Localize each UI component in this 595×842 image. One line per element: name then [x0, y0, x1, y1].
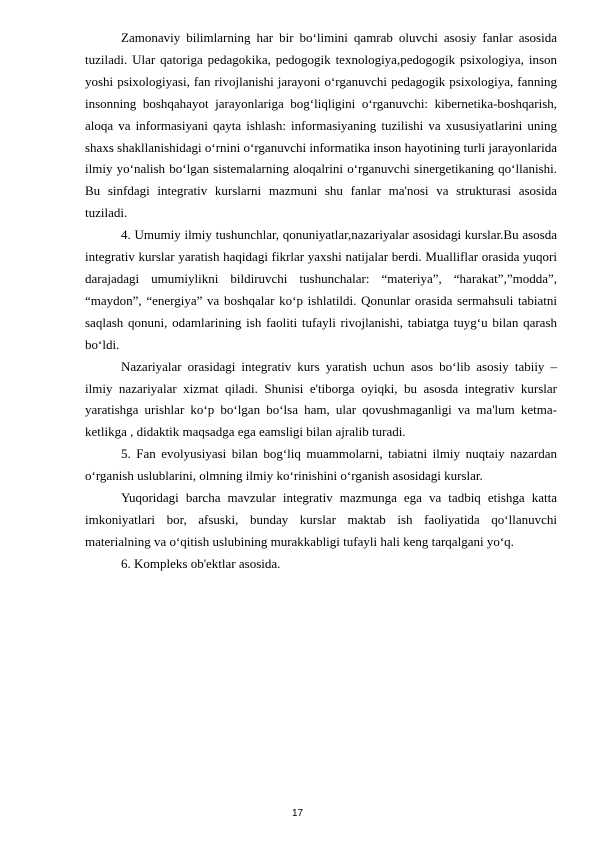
paragraph-integrative-courses-intro: Zamonaviy bilimlarning har bir bo‘limini qamrab oluvchi asosiy fanlar asosida tuziladi. Ular qatoriga pedagokika, pedogogik texnologiya,pedogogik psixologiya, inson yoshi psixologiyasi, fan rivojlanishi jarayoni o‘rganuvchi pedagogik psixologiya, fanning insonning boshqahayot jarayonlariga bog‘liqligini o‘rganuvchi: kibernetika-boshqarish, aloqa va informasiyani qayta ishlash: informasiyaning tuzilishi va xususiyatlarini uning shaxs shakllanishidagi o‘rnini o‘rganuvchi informatika inson hayotining turli jarayonlarida ilmiy yo‘nalish bo‘lgan sistemalarning aloqalrini o‘rganuvchi sinergetikaning qo‘llanishi. Bu sinfdagi integrativ kurslarni mazmuni shu fanlar ma'nosi va strukturasi asosida tuziladi.: [85, 30, 557, 221]
paragraph-general-scientific-concepts: 4. Umumiy ilmiy tushunchlar, qonuniyatlar,nazariyalar asosidagi kurslar.Bu asosda integrativ kurslar yaratish haqidagi fikrlar yaxshi natijalar berdi. Mualliflar orasida yuqori darajadagi umumiylikni bildiruvchi tushunchalar: “materiya”, “harakat”,”modda”, “maydon”, “energiya” va boshqalar ko‘p ishlatildi. Qonunlar orasida sermahsuli tabiatni saqlash qonuni, odamlarining ish faoliti tufayli rivojlanishi, tabiatga tuyg‘u bilan qarash bo‘ldi.: [85, 227, 557, 352]
paragraph-complex-objects: 6. Kompleks ob'ektlar asosida.: [121, 555, 281, 571]
document-body: [85, 27, 557, 575]
page-number: 17: [291, 808, 304, 819]
paragraph-summary: Yuqoridagi barcha mavzular integrativ mazmunga ega va tadbiq etishga katta imkoniyatlari bor, afsuski, bunday kurslar maktab ish faoliyatida qo‘llanuvchi materialning va o‘qitish uslubining murakkabligi tufayli hali keng tarqalgani yo‘q.: [85, 490, 557, 549]
paragraph-theories-basis: Nazariyalar orasidagi integrativ kurs yaratish uchun asos bo‘lib asosiy tabiiy – ilmiy nazariyalar xizmat qiladi. Shunisi e'tiborga oyiqki, bu asosda integrativ kurslar yaratishga urishlar ko‘p bo‘lgan bo‘lsa ham, ular qovushmaganligi va ma'lum ketma-ketlikga , didaktik maqsadga ega eamsligi bilan ajralib turadi.: [85, 358, 557, 440]
paragraph-science-evolution: 5. Fan evolyusiyasi bilan bog‘liq muammolarni, tabiatni ilmiy nuqtaiy nazardan o‘rganish uslublarini, olmning ilmiy ko‘rinishini o‘rganish asosidagi kurslar.: [85, 446, 557, 484]
